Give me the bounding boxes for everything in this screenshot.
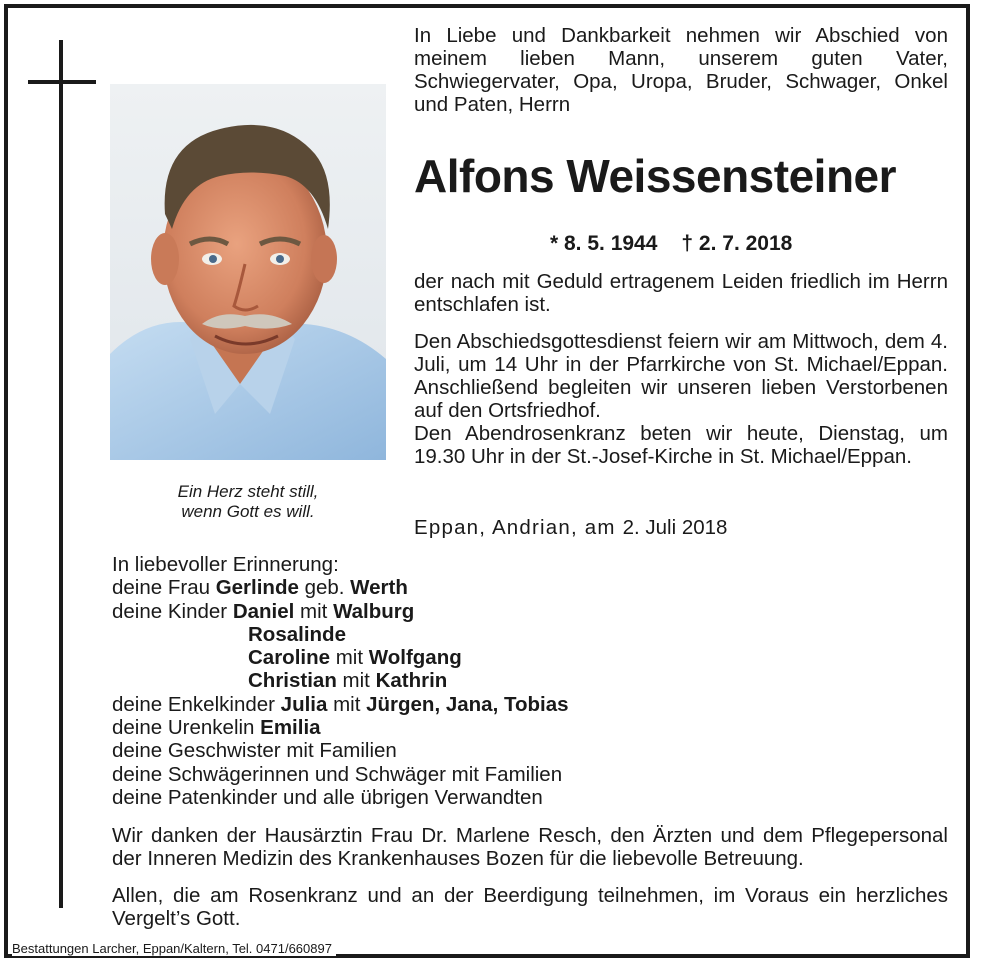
family-row-godchildren: deine Patenkinder und alle übrigen Verwandten xyxy=(112,785,543,809)
family-row-children xyxy=(112,600,952,623)
family-heading: In liebevoller Erinnerung: xyxy=(112,553,339,576)
death-date: † 2. 7. 2018 xyxy=(681,232,793,255)
family-row-child2 xyxy=(112,623,952,646)
name: Werth xyxy=(350,576,408,600)
place-date: 2. Juli 2018 xyxy=(622,516,728,539)
name: Gerlinde xyxy=(215,576,299,600)
label: mit xyxy=(336,669,376,693)
motto-line-1: Ein Herz steht still, xyxy=(177,482,319,501)
label: deine Enkelkinder xyxy=(112,692,281,716)
deceased-name: Alfons Weissensteiner xyxy=(414,150,897,202)
funeral-service-text: Den Abschiedsgottesdienst feiern wir am Mittwoch, dem 4. Juli, um 14 Uhr in der Pfarrkirche von St. Michael/Eppan. Anschließend begleiten wir unseren lieben Verstorbenen auf den Ortsfriedhof. xyxy=(414,330,948,422)
family-row-grandchildren xyxy=(112,693,952,716)
thanks-participants-text: Allen, die am Rosenkranz und an der Beerdigung teilnehmen, im Voraus ein herzliches Vergelt’s Gott. xyxy=(112,884,948,930)
motto xyxy=(110,482,386,522)
name: Rosalinde xyxy=(248,622,346,646)
name: Julia xyxy=(280,692,328,716)
label: mit xyxy=(330,646,369,670)
life-dates xyxy=(550,232,792,256)
family-row-great-grandchild xyxy=(112,716,952,739)
name: Jürgen, Jana, Tobias xyxy=(366,692,569,716)
place-text: Eppan, Andrian, am xyxy=(414,516,616,539)
motto-line-2: wenn Gott es will. xyxy=(181,502,315,521)
family-row-inlaws: deine Schwägerinnen und Schwäger mit Familien xyxy=(112,762,563,786)
name: Emilia xyxy=(260,716,321,740)
cross-icon-bar xyxy=(28,80,96,84)
name: Wolfgang xyxy=(368,646,462,670)
name: Christian xyxy=(248,669,337,693)
name: Kathrin xyxy=(375,669,448,693)
family-row-siblings: deine Geschwister mit Familien xyxy=(112,739,397,763)
passing-text: der nach mit Geduld ertragenem Leiden friedlich im Herrn entschlafen ist. xyxy=(414,270,948,316)
portrait-photo xyxy=(110,84,386,460)
cross-icon xyxy=(59,40,63,908)
family-row-child4 xyxy=(112,669,952,692)
label: geb. xyxy=(298,576,351,600)
family-row-child3 xyxy=(112,646,952,669)
name: Caroline xyxy=(248,646,331,670)
place-and-date xyxy=(414,516,727,539)
name: Walburg xyxy=(333,599,415,623)
name: Daniel xyxy=(232,599,295,623)
label: deine Urenkelin xyxy=(112,716,261,740)
rosary-text: Den Abendrosenkranz beten wir heute, Dienstag, um 19.30 Uhr in der St.-Josef-Kirche in St. Michael/Eppan. xyxy=(414,422,948,468)
funeral-info xyxy=(414,330,948,468)
family-row-wife xyxy=(112,576,952,599)
label: deine Kinder xyxy=(112,599,233,623)
label: deine Frau xyxy=(112,576,216,600)
family-list xyxy=(112,553,952,809)
intro-text: In Liebe und Dankbarkeit nehmen wir Abschied von meinem lieben Mann, unserem guten Vater, Schwiegervater, Opa, Uropa, Bruder, Schwager, Onkel und Paten, Herrn xyxy=(414,24,948,116)
thanks-text: Wir danken der Hausärztin Frau Dr. Marlene Resch, den Ärzten und dem Pflegepersonal der Inneren Medizin des Krankenhauses Bozen für die liebevolle Betreuung. xyxy=(112,824,948,870)
label: mit xyxy=(294,599,334,623)
funeral-home-footer: Bestattungen Larcher, Eppan/Kaltern, Tel. 0471/660897 xyxy=(12,942,336,956)
birth-date: * 8. 5. 1944 xyxy=(550,232,658,255)
label: mit xyxy=(327,692,367,716)
